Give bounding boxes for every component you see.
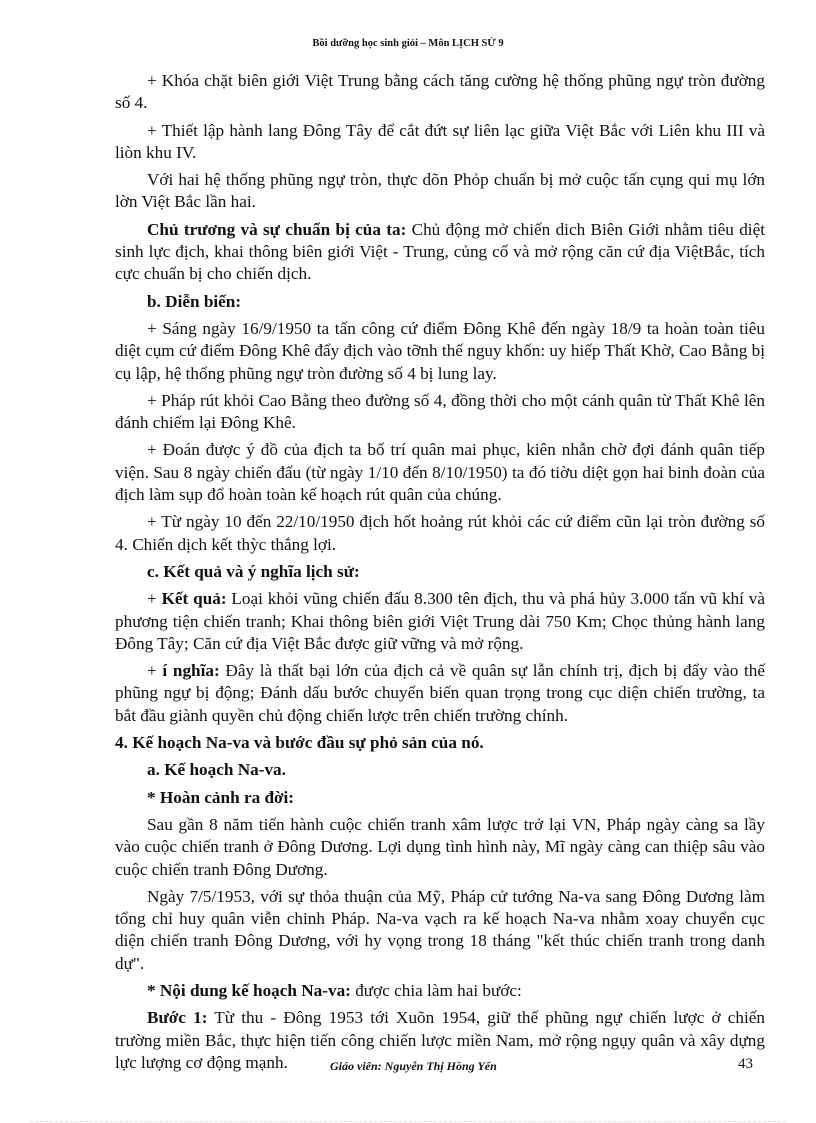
heading-navarre: 4. Kế hoạch Na-va và bước đầu sự phỏ sản của nó. (115, 733, 484, 753)
result-text: Loại khỏi vũng chiến đấu 8.300 tên địch, thu và phá hủy 3.000 tấn vũ khí và phương tiện chiến tranh; Khai thông biên giới Việt Trung dài 750 Km; Chọc thủng hành lang Đông Tây; Căn cứ địa Việt Bắc được giữ vững và mở rộng. (115, 589, 765, 653)
teacher-label: Giáo viên: (330, 1059, 382, 1073)
heading-navarre-plan: a. Kế hoạch Na-va. (147, 760, 286, 780)
heading-progress: b. Diễn biến: (147, 291, 242, 311)
page-header: Bồi dưỡng học sinh giỏi – Môn LỊCH SỬ 9 (312, 38, 504, 49)
teacher-name: Nguyễn Thị Hồng Yến (384, 1059, 497, 1073)
page-footer (0, 1056, 816, 1079)
result-prefix: + (147, 589, 162, 609)
paragraph-blockade: + Khóa chặt biên giới Việt Trung bằng cách tăng cường hệ thống phũng ngự tròn đường số 4. (115, 71, 765, 113)
paragraph-ambush: + Đoán được ý đồ của địch ta bố trí quân mai phục, kiên nhẫn chờ đợi đánh quân tiếp viện. Sau 8 ngày chiến đấu (từ ngày 1/10 đến 8/10/1950) ta đó tiờu diệt gọn hai binh đoàn của địch làm sụp đổ hoàn toàn kế hoạch rút quân của chúng. (115, 440, 765, 505)
meaning-text: Đây là thất bại lớn của địch cả về quân sự lẫn chính trị, địch bị đẩy vào thế phũng ngự bị động; Đánh dấu bước chuyển biến quan trọng trong cục diện chiến trường, ta bắt đầu giành quyền chủ động chiến lược trên chiến trường chính. (115, 661, 765, 725)
plan-content-text: được chia làm hai bước: (350, 980, 522, 1000)
paragraph-retreat: + Từ ngày 10 đến 22/10/1950 địch hốt hoảng rút khỏi các cứ điểm cũn lại tròn đường số 4. Chiến dịch kết thỳc thắng lợi. (115, 512, 765, 554)
page-body (115, 70, 765, 1079)
heading-context: * Hoàn cảnh ra đời: (147, 787, 295, 807)
paragraph-navarre-appointed: Ngày 7/5/1953, với sự thỏa thuận của Mỹ, Pháp cử tướng Na-va sang Đông Dương làm tổng chỉ huy quân viễn chinh Pháp. Na-va vạch ra kế hoạch Na-va nhằm xoay chuyển cục diện chiến tranh Đông Dương, với hy vọng trong 18 tháng "kết thúc chiến tranh trong danh dự". (115, 886, 765, 973)
paragraph-attack-plan: Với hai hệ thống phũng ngự tròn, thực dõn Phỏp chuẩn bị mở cuộc tấn cụng qui mụ lớn lờn Việt Bắc lần hai. (115, 170, 765, 212)
result-label: Kết quả: (161, 589, 227, 609)
step-1-label: Bước 1: (147, 1008, 208, 1028)
paragraph-result (115, 588, 765, 655)
teacher-credit (330, 1059, 497, 1074)
paragraph-cao-bang: + Pháp rút khỏi Cao Bằng theo đường số 4, đồng thời cho một cánh quân từ Thất Khê lên đánh chiếm lại Đông Khê. (115, 390, 765, 433)
paragraph-meaning (115, 660, 765, 727)
policy-label: Chủ trương và sự chuẩn bị của ta: (147, 219, 407, 239)
paragraph-our-policy (115, 219, 765, 286)
plan-content-label: * Nội dung kế hoạch Na-va: (147, 980, 351, 1000)
step-1-text: Từ thu - Đông 1953 tới Xuõn 1954, giữ thế phũng ngự chiến lược ở chiến trường miền Bắc, thực hiện tiến công chiến lược miền Nam, mở rộng ngụy quân và xây dựng lực lượng cơ động mạnh. (115, 1008, 765, 1072)
page-number: 43 (738, 1056, 753, 1072)
paragraph-corridor: + Thiết lập hành lang Đông Tây để cắt đứt sự liên lạc giữa Việt Bắc với Liên khu III và liòn khu IV. (115, 120, 765, 162)
page-bottom-divider (30, 1121, 786, 1122)
paragraph-plan-content (115, 980, 765, 1002)
meaning-label: í nghĩa: (162, 661, 220, 681)
policy-text: Chủ động mở chiến dich Biên Giới nhằm tiêu diệt sinh lực địch, khai thông biên giới Việt - Trung, củng cố và mở rộng căn cứ địa ViệtBắc, tích cực chuẩn bị cho chiến dịch. (115, 219, 765, 284)
meaning-prefix: + (147, 661, 163, 681)
paragraph-dong-khe: + Sáng ngày 16/9/1950 ta tấn công cứ điểm Đông Khê đến ngày 18/9 ta hoàn toàn tiêu diệt cụm cứ điểm Đông Khê đẩy địch vào tỡnh thế nguy khốn: uy hiếp Thất Khờ, Cao Bằng bị cụ lập, hệ thống phũng ngự tròn đường số 4 bị lung lay. (115, 318, 765, 383)
paragraph-context: Sau gần 8 năm tiến hành cuộc chiến tranh xâm lược trở lại VN, Pháp ngày càng sa lầy vào cuộc chiến tranh ở Đông Dương. Lợi dụng tình hình này, Mĩ ngày càng can thiệp sâu vào cuộc chiến tranh Đông Dương. (115, 814, 765, 879)
heading-result: c. Kết quả và ý nghĩa lịch sử: (147, 561, 360, 581)
